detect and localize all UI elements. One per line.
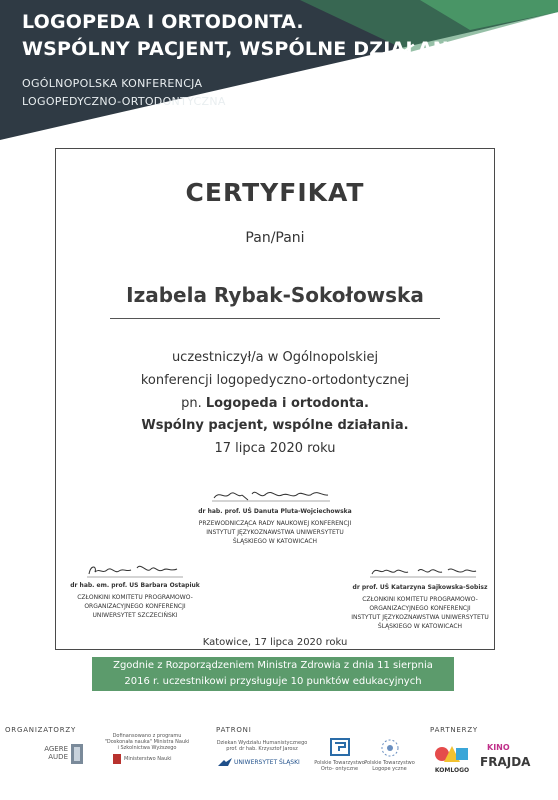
signature-right-role-3: INSTYTUT JĘZYKOZNAWSTWA UNIWERSYTETU	[351, 614, 489, 621]
signature-left-scribble	[85, 560, 185, 580]
signature-left-name: dr hab. em. prof. US Barbara Ostapiuk	[70, 582, 200, 589]
banner-title-line2: WSPÓLNY PACJENT, WSPÓLNE DZIAŁANIA	[22, 38, 471, 60]
ptl-line2: Logope yczne	[372, 766, 407, 772]
university-logo-icon	[218, 758, 232, 768]
name-underline	[110, 318, 440, 319]
signature-center-name: dr hab. prof. UŚ Danuta Pluta-Wojciechowska	[198, 508, 352, 515]
pto-line2: Orto- ontyczne	[320, 766, 359, 772]
ptl-logo-icon	[380, 738, 400, 758]
patrons-label: PATRONI	[216, 726, 252, 734]
signature-right-name: dr prof. UŚ Katarzyna Sajkowska-Sobisz	[352, 584, 488, 591]
signature-center-scribble	[212, 486, 332, 504]
signature-left-role-1: CZŁONKINI KOMITETU PROGRAMOWO-	[77, 594, 193, 601]
signature-center-role-3: ŚLĄSKIEGO W KATOWICACH	[232, 538, 318, 545]
ministry-emblem-icon	[112, 753, 122, 765]
patron-dean-line2: prof. dr hab. Krzysztof Jarosz	[226, 746, 298, 752]
points-notice-line2: 2016 r. uczestnikowi przysługuje 10 punktów edukacyjnych	[124, 676, 422, 687]
points-notice-line1: Zgodnie z Rozporządzeniem Ministra Zdrowia z dnia 11 sierpnia	[113, 660, 433, 671]
frajda-label: FRAJDA	[480, 755, 531, 769]
agere-logo-line2: AUDE	[48, 753, 68, 761]
body-line-3-prefix: pn.	[181, 396, 206, 411]
body-line-3	[55, 396, 495, 411]
pto-line1: Polskie Towarzystwo	[314, 760, 365, 766]
partners-label: PARTNERZY	[430, 726, 478, 734]
body-line-1: uczestniczył/a w Ogólnopolskiej	[171, 350, 379, 365]
certificate-title: CERTYFIKAT	[185, 178, 365, 207]
place-and-date: Katowice, 17 lipca 2020 roku	[202, 637, 348, 648]
signature-right-scribble	[368, 562, 478, 580]
komlogo-logo-icon	[434, 743, 470, 765]
signature-left-role-3: UNIWERSYTET SZCZECIŃSKI	[92, 612, 178, 619]
signature-right-role-4: ŚLĄSKIEGO W KATOWICACH	[377, 623, 463, 630]
signature-right-role-2: ORGANIZACYJNEGO KONFERENCJI	[369, 605, 471, 612]
event-name-part2: Wspólny pacjent, wspólne działania.	[141, 418, 409, 433]
header-banner	[0, 0, 558, 140]
signature-center-role-2: INSTYTUT JĘZYKOZNAWSTWA UNIWERSYTETU	[206, 529, 344, 536]
organizers-label: ORGANIZATORZY	[5, 726, 77, 734]
banner-subtitle-line1: OGÓLNOPOLSKA KONFERENCJA	[22, 77, 203, 90]
banner-subtitle-line2: LOGOPEDYCZNO-ORTODONTYCZNA	[22, 95, 226, 108]
agere-crest-icon	[70, 743, 84, 765]
signature-right-role-1: CZŁONKINI KOMITETU PROGRAMOWO-	[362, 596, 478, 603]
pto-logo-icon	[330, 738, 350, 756]
komlogo-label: KOMLOGO	[434, 767, 470, 774]
kino-label: KINO	[487, 743, 510, 752]
recipient-name: Izabela Rybak-Sokołowska	[126, 283, 424, 307]
ptl-line1: Polskie Towarzystwo	[364, 760, 415, 766]
banner-title-line1: LOGOPEDA I ORTODONTA.	[22, 11, 304, 33]
patron-university: UNIWERSYTET ŚLĄSKI	[234, 759, 300, 766]
patron-dean-line1: Dziekan Wydziału Humanistycznego	[216, 740, 308, 746]
event-name-part1: Logopeda i ortodonta.	[205, 396, 369, 411]
signature-left-role-2: ORGANIZACYJNEGO KONFERENCJI	[84, 603, 186, 610]
funding-line3: i Szkolnictwa Wyższego	[117, 745, 177, 751]
funding-line1: Dofinansowano z programu	[112, 733, 182, 739]
agere-logo-line1: AGERE	[44, 745, 68, 753]
body-line-2: konferencji logopedyczno-ortodontycznej	[140, 373, 410, 388]
funding-line2: "Doskonała nauka" Ministra Nauki	[104, 739, 190, 745]
body-line-4	[55, 418, 495, 433]
signature-center-role-1: PRZEWODNICZĄCA RADY NAUKOWEJ KONFERENCJI	[198, 520, 352, 527]
salutation: Pan/Pani	[245, 230, 305, 246]
ministry-line1: Ministerstwo Nauki	[124, 756, 172, 762]
event-date: 17 lipca 2020 roku	[214, 441, 336, 456]
